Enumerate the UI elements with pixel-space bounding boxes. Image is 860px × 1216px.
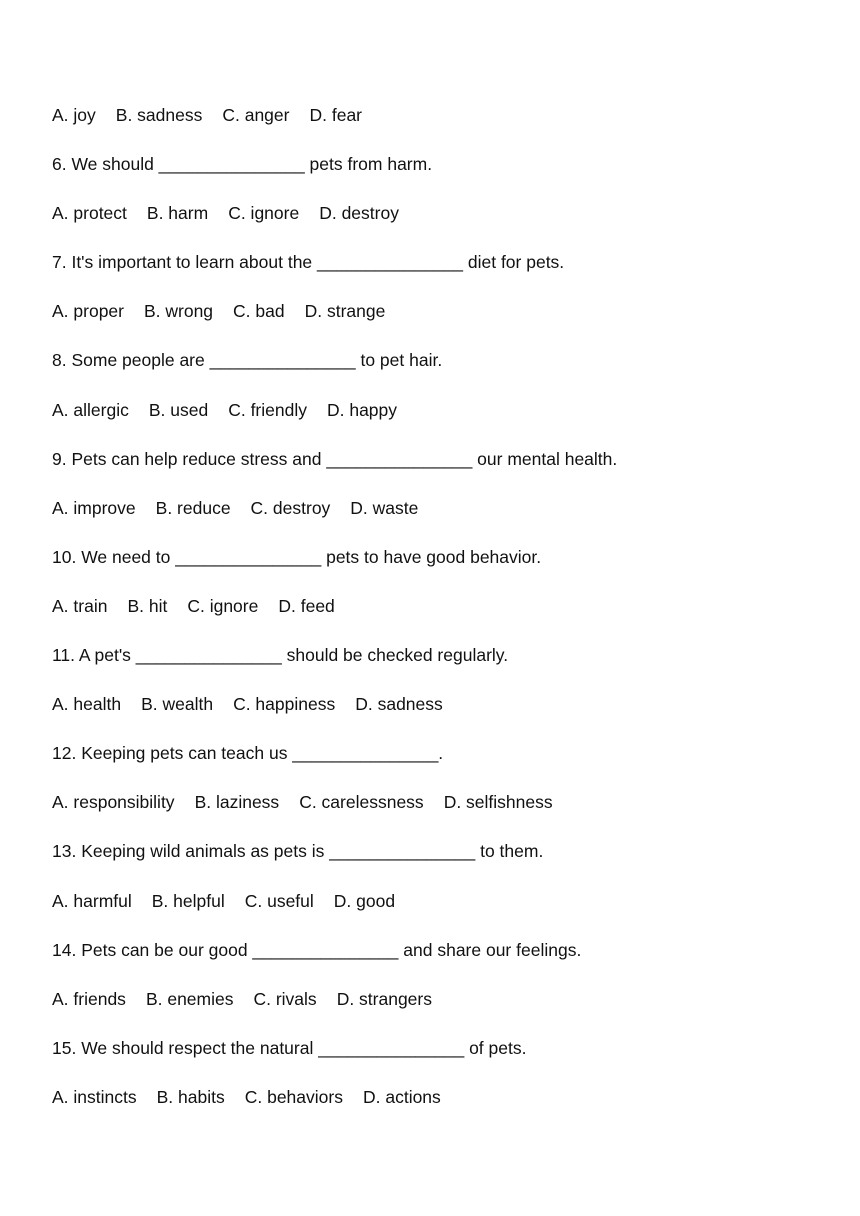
answer-option: C. bad <box>233 301 285 322</box>
answer-option: D. destroy <box>319 203 399 224</box>
answer-option: C. behaviors <box>244 1086 343 1107</box>
answer-option: C. destroy <box>250 497 331 518</box>
answer-option: C. useful <box>244 890 314 911</box>
question-text: 15. We should respect the natural _______________ of pets. <box>52 1037 527 1058</box>
answer-option: B. laziness <box>194 792 280 813</box>
answer-option: B. harm <box>146 203 209 224</box>
answer-option: D. happy <box>326 399 398 420</box>
answer-option: A. proper <box>52 301 124 322</box>
answer-options <box>52 398 812 447</box>
answer-option: B. helpful <box>151 890 225 911</box>
answer-option: A. improve <box>52 497 136 518</box>
answer-options <box>52 103 812 152</box>
answer-option: C. ignore <box>187 595 259 616</box>
answer-option: D. actions <box>362 1086 441 1107</box>
answer-options <box>52 790 812 839</box>
answer-option: B. reduce <box>155 497 231 518</box>
answer-options <box>52 299 812 348</box>
answer-option: B. habits <box>156 1086 225 1107</box>
answer-option: A. responsibility <box>52 792 175 813</box>
answer-option: B. hit <box>127 595 168 616</box>
answer-option: D. selfishness <box>443 792 553 813</box>
answer-option: A. joy <box>52 105 96 125</box>
answer-option: B. enemies <box>145 988 234 1009</box>
question-text: 8. Some people are _______________ to pet hair. <box>52 350 443 371</box>
answer-options <box>52 594 812 643</box>
question-text: 7. It's important to learn about the _______________ diet for pets. <box>52 252 565 273</box>
answer-option: D. strangers <box>336 988 432 1009</box>
answer-options <box>52 987 812 1036</box>
answer-options <box>52 692 812 741</box>
answer-option: A. health <box>52 694 122 715</box>
question-text: 6. We should _______________ pets from harm. <box>52 154 433 175</box>
answer-option: D. strange <box>304 301 386 322</box>
answer-option: C. happiness <box>233 694 336 715</box>
question-text: 9. Pets can help reduce stress and _______________ our mental health. <box>52 448 618 469</box>
answer-option: A. harmful <box>52 890 132 911</box>
answer-option: A. allergic <box>52 399 129 420</box>
answer-option: A. train <box>52 595 108 616</box>
answer-options <box>52 889 812 938</box>
answer-options <box>52 201 812 250</box>
question-text: 12. Keeping pets can teach us _______________. <box>52 743 444 764</box>
answer-option: B. used <box>148 399 209 420</box>
answer-option: D. sadness <box>355 694 443 715</box>
question-text: 13. Keeping wild animals as pets is _______________ to them. <box>52 841 544 862</box>
answer-option: B. wrong <box>143 301 214 322</box>
answer-options <box>52 496 812 545</box>
answer-option: C. carelessness <box>299 792 424 813</box>
question-list <box>52 103 812 1134</box>
answer-option: B. wealth <box>141 694 214 715</box>
answer-option: A. friends <box>52 988 126 1009</box>
answer-option: C. ignore <box>228 203 300 224</box>
answer-option: B. sadness <box>115 105 203 125</box>
question-text: 11. A pet's _______________ should be checked regularly. <box>52 645 509 666</box>
answer-option: D. good <box>333 890 396 911</box>
answer-option: A. instincts <box>52 1086 137 1107</box>
answer-option: C. rivals <box>253 988 317 1009</box>
answer-option: A. protect <box>52 203 127 224</box>
answer-option: D. feed <box>278 595 335 616</box>
question-text: 10. We need to _______________ pets to have good behavior. <box>52 546 542 567</box>
answer-option: C. friendly <box>228 399 307 420</box>
answer-option: D. fear <box>309 105 363 125</box>
answer-options <box>52 1085 812 1134</box>
answer-option: D. waste <box>350 497 419 518</box>
question-text: 14. Pets can be our good _______________ and share our feelings. <box>52 939 582 960</box>
answer-option: C. anger <box>222 105 290 125</box>
